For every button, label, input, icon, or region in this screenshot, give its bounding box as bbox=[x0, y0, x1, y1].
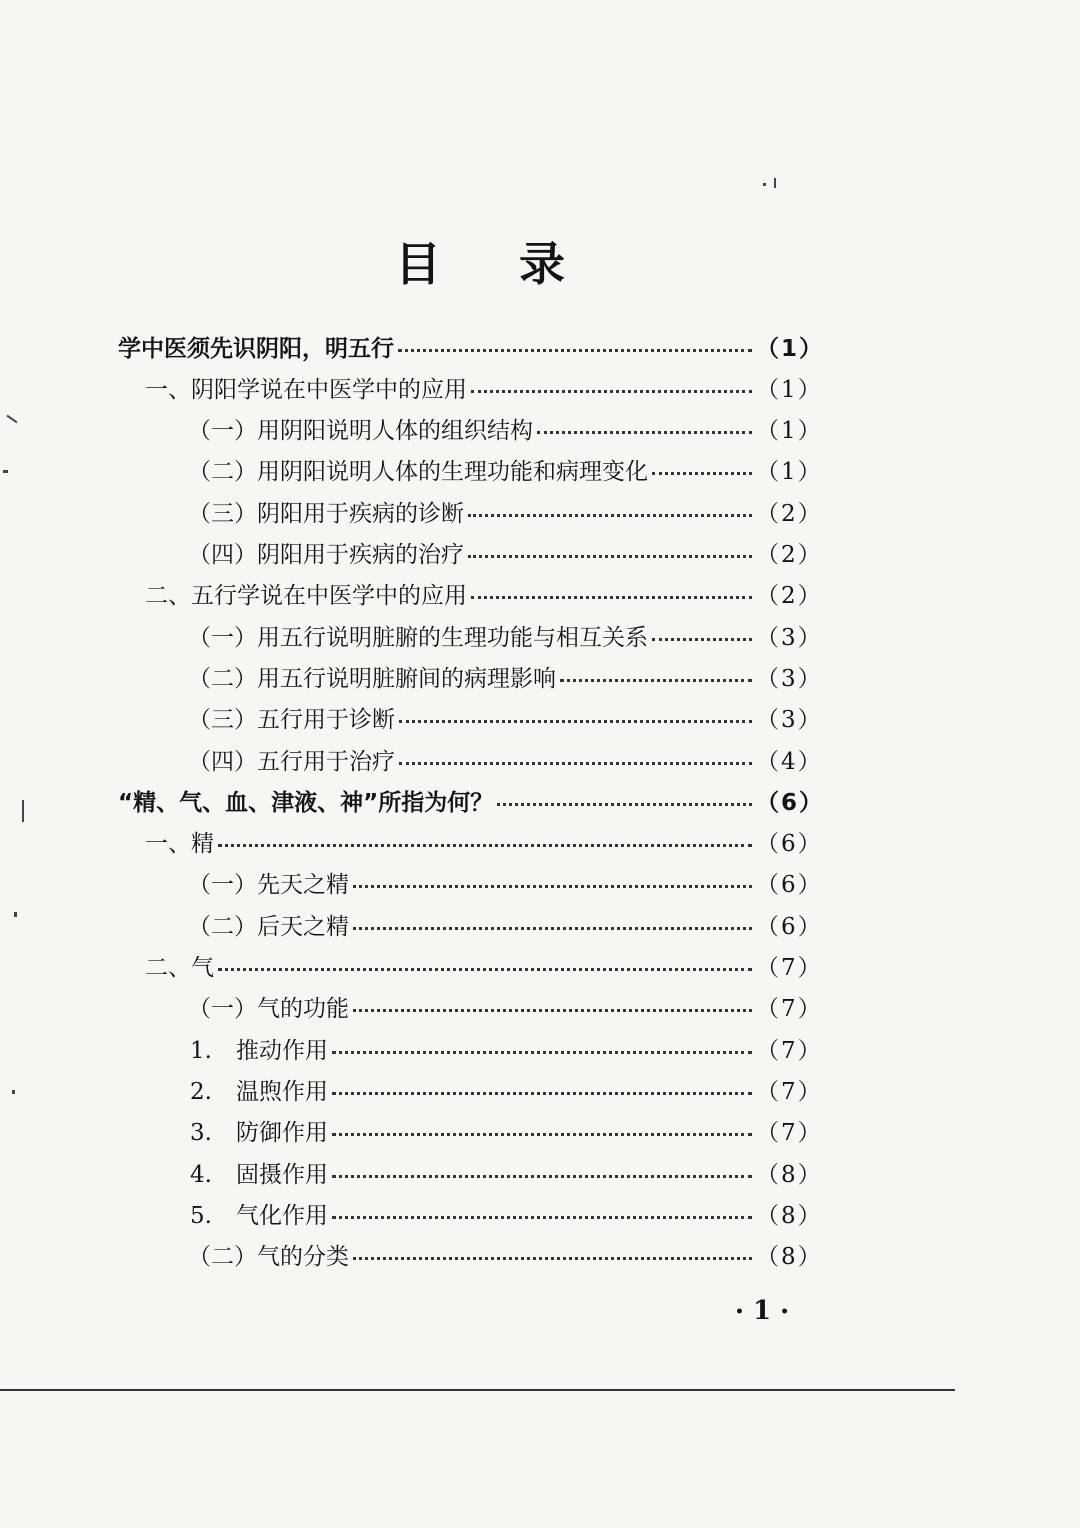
toc-entry bbox=[118, 782, 825, 818]
dot-leader bbox=[218, 968, 752, 971]
toc-entry-page: （7） bbox=[756, 1120, 823, 1147]
toc-entry-number: 5. bbox=[190, 1202, 212, 1229]
toc-entry bbox=[188, 865, 822, 901]
toc-entry bbox=[188, 617, 822, 653]
dot-leader bbox=[468, 514, 752, 517]
toc-entry-page: （6） bbox=[756, 831, 823, 858]
toc-entry bbox=[190, 1113, 822, 1149]
toc-entry-page: （8） bbox=[756, 1244, 823, 1271]
toc-entry-label: （一）用阴阳说明人体的组织结构 bbox=[188, 418, 533, 445]
dot-leader bbox=[353, 1257, 752, 1260]
dot-leader bbox=[353, 927, 752, 930]
toc-entry bbox=[188, 452, 822, 488]
toc-entry bbox=[145, 576, 822, 612]
toc-entry-label: 一、阴阳学说在中医学中的应用 bbox=[145, 376, 467, 403]
dot-leader bbox=[471, 596, 752, 599]
toc-entry-page: （1） bbox=[756, 418, 823, 445]
toc-entry-page: （7） bbox=[756, 1078, 823, 1105]
toc-entry bbox=[188, 741, 822, 777]
toc-entry-number: 3. bbox=[190, 1120, 212, 1147]
toc-entry-text: 固摄作用 bbox=[236, 1161, 328, 1188]
toc-entry-text: 推动作用 bbox=[236, 1037, 328, 1064]
toc-entry-number: 2. bbox=[190, 1078, 212, 1105]
toc-entry-page: （2） bbox=[756, 500, 823, 527]
toc-entry bbox=[145, 948, 822, 984]
toc-entry bbox=[118, 328, 825, 364]
toc-entry-text: 防御作用 bbox=[236, 1120, 328, 1147]
ornament-left-icon: • bbox=[735, 1304, 744, 1320]
toc-entry-page: （2） bbox=[756, 542, 823, 568]
dot-leader bbox=[399, 762, 752, 765]
dot-leader bbox=[468, 555, 752, 558]
toc-entry-page: （1） bbox=[756, 335, 825, 362]
toc-entry-page: （2） bbox=[756, 583, 823, 610]
toc-entry-label bbox=[190, 1114, 328, 1147]
dot-leader bbox=[652, 638, 752, 641]
dot-leader bbox=[332, 1133, 752, 1136]
toc-entry-label: （三）五行用于诊断 bbox=[188, 707, 395, 734]
toc-entry-label: （一）先天之精 bbox=[188, 872, 349, 899]
toc-entry-label bbox=[190, 1032, 328, 1065]
toc-entry bbox=[145, 824, 822, 860]
toc-entry bbox=[190, 1030, 822, 1066]
toc-entry-page: （6） bbox=[756, 913, 823, 940]
toc-entry-label: 一、精 bbox=[145, 831, 214, 858]
toc-entry-page: （6） bbox=[756, 789, 825, 816]
scan-speck bbox=[3, 470, 8, 473]
dot-leader bbox=[399, 720, 752, 723]
dot-leader bbox=[398, 349, 752, 352]
scan-speck bbox=[14, 912, 17, 917]
dot-leader bbox=[537, 431, 752, 434]
toc-entry-label: （三）阴阳用于疾病的诊断 bbox=[188, 500, 464, 527]
toc-entry-page: （6） bbox=[756, 872, 823, 899]
toc-entry-label bbox=[190, 1197, 328, 1230]
toc-entry bbox=[188, 700, 822, 736]
toc-entry bbox=[145, 369, 822, 405]
dot-leader bbox=[332, 1216, 752, 1219]
dot-leader bbox=[560, 679, 752, 682]
page-title bbox=[395, 228, 565, 294]
scan-speck bbox=[7, 415, 18, 424]
toc-entry-label: 二、气 bbox=[145, 955, 214, 981]
toc-entry-page: （8） bbox=[756, 1161, 823, 1188]
toc-entry bbox=[190, 1154, 822, 1190]
toc-entry bbox=[188, 658, 822, 694]
scan-speck bbox=[12, 1090, 15, 1094]
toc-entry-text: 温煦作用 bbox=[236, 1078, 328, 1105]
dot-leader bbox=[332, 1051, 752, 1054]
toc-entry-label: 二、五行学说在中医学中的应用 bbox=[145, 583, 467, 610]
toc-entry-text: 气化作用 bbox=[236, 1202, 328, 1229]
toc-entry bbox=[188, 989, 822, 1025]
toc-entry-page: （7） bbox=[756, 996, 823, 1023]
toc-entry-label: 学中医须先识阴阳，明五行 bbox=[118, 335, 394, 362]
dot-leader bbox=[652, 472, 752, 475]
toc-entry-label bbox=[190, 1073, 328, 1106]
toc-entry-label: （四）五行用于治疗 bbox=[188, 748, 395, 775]
toc-entry bbox=[190, 1071, 822, 1107]
toc-entry bbox=[188, 535, 822, 571]
bottom-rule bbox=[0, 1389, 955, 1391]
dot-leader bbox=[332, 1175, 752, 1178]
toc-entry-label: （一）气的功能 bbox=[188, 996, 349, 1023]
toc-entry bbox=[188, 411, 822, 447]
toc-entry-label: “精、气、血、津液、神”所指为何？ bbox=[118, 789, 494, 816]
dot-leader bbox=[471, 390, 752, 393]
scan-speck bbox=[774, 178, 776, 188]
toc-entry-page: （7） bbox=[756, 1037, 823, 1064]
toc-entry-label: （二）气的分类 bbox=[188, 1244, 349, 1271]
toc-entry-page: （3） bbox=[756, 707, 823, 734]
page-number bbox=[735, 1296, 789, 1326]
dot-leader bbox=[497, 803, 752, 806]
toc-entry-page: （4） bbox=[756, 748, 823, 775]
toc-entry-page: （1） bbox=[756, 376, 823, 403]
toc-entry-number: 1. bbox=[190, 1037, 212, 1064]
toc-entry bbox=[188, 906, 822, 942]
toc-entry bbox=[188, 493, 822, 529]
title-char-1: 目 bbox=[395, 237, 441, 291]
toc-entry-page: （8） bbox=[756, 1202, 823, 1229]
toc-entry-page: （1） bbox=[756, 459, 823, 486]
toc-entry-label: （一）用五行说明脏腑的生理功能与相互关系 bbox=[188, 624, 648, 651]
toc-entry-page: （7） bbox=[756, 955, 823, 981]
toc-entry-label: （二）用五行说明脏腑间的病理影响 bbox=[188, 665, 556, 692]
toc-entry-label bbox=[190, 1156, 328, 1189]
toc-entry-number: 4. bbox=[190, 1161, 212, 1188]
toc-entry-page: （3） bbox=[756, 624, 823, 651]
toc-entry-page: （3） bbox=[756, 665, 823, 692]
ornament-right-icon: • bbox=[780, 1304, 790, 1320]
dot-leader bbox=[353, 1009, 752, 1012]
toc-entry-label: （四）阴阳用于疾病的治疗 bbox=[188, 542, 464, 568]
scan-speck bbox=[763, 183, 766, 186]
dot-leader bbox=[218, 844, 752, 847]
page-number-value: 1 bbox=[753, 1296, 772, 1326]
toc-entry-label: （二）用阴阳说明人体的生理功能和病理变化 bbox=[188, 459, 648, 486]
dot-leader bbox=[332, 1092, 752, 1095]
title-char-2: 录 bbox=[519, 237, 565, 291]
toc-entry bbox=[188, 1237, 822, 1273]
dot-leader bbox=[353, 885, 752, 888]
scan-speck bbox=[22, 800, 24, 822]
toc-entry-label: （二）后天之精 bbox=[188, 913, 349, 940]
toc-entry bbox=[190, 1195, 822, 1231]
